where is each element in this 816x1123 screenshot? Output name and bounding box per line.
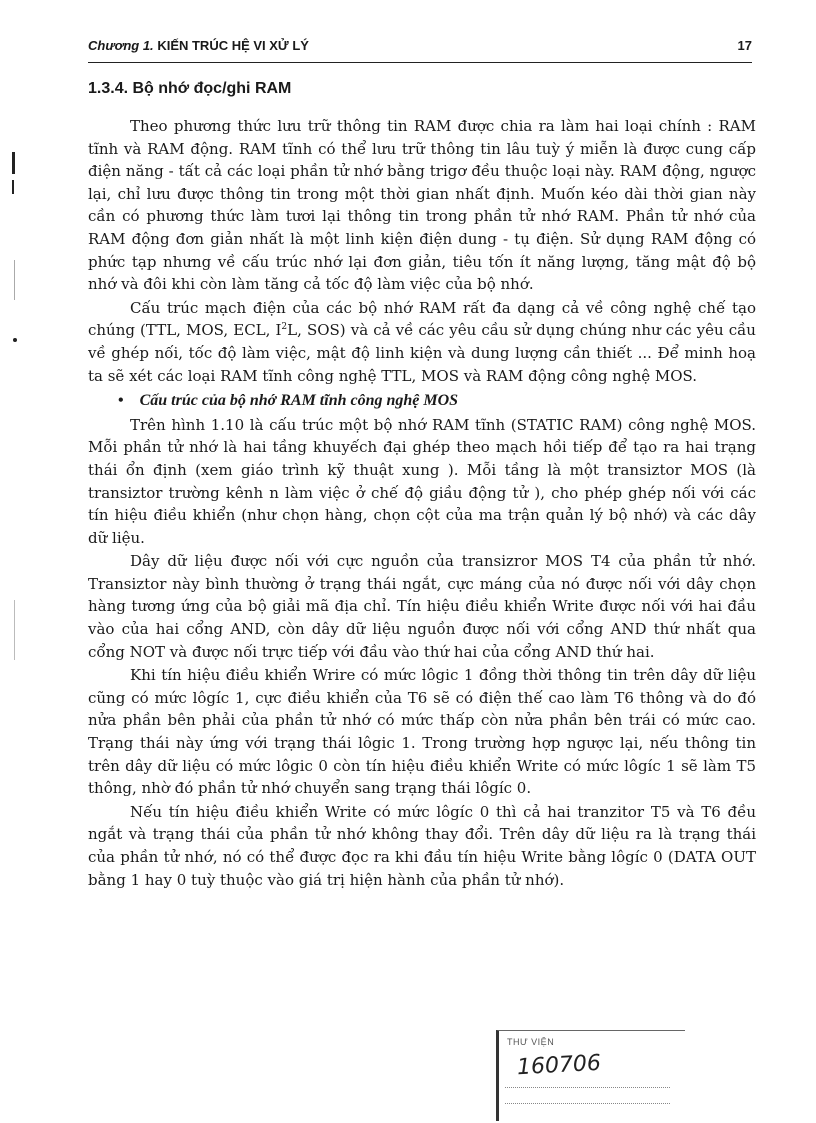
superscript: 2 xyxy=(281,322,288,333)
paragraph-write-logic-0: Nếu tín hiệu điều khiển Write có mức lôgíc 0 thì cả hai tranzitor T5 và T6 đều ngắt và trạng thái của phần tử nhớ không thay đổi. Trên dây dữ liệu ra là trạng thái của phần tử nhớ, nó có thể được đọc ra khi đầu tín hiệu Write bằng lôgíc 0 (DATA OUT bằng 1 hay 0 tuỳ thuộc vào giá trị hiện hành của phần tử nhớ). xyxy=(88,802,756,889)
page-number: 17 xyxy=(737,38,752,53)
body-text xyxy=(88,115,756,892)
paragraph-ram-types: Theo phương thức lưu trữ thông tin RAM được chia ra làm hai loại chính : RAM tĩnh và RAM động. RAM tĩnh có thể lưu trữ thông tin lâu tuỳ ý miễn là được cung cấp điện năng - tất cả các loại phần tử nhớ bằng trigơ đều thuộc loại này. RAM động, ngược lại, chỉ lưu được thông tin trong một thời gian nhất định. Muốn kéo dài thời gian này cần có phương thức làm tươi lại thông tin trong phần tử nhớ RAM. Phần tử nhớ của RAM động đơn giản nhất là một linh kiện điện dung - tụ điện. Sử dụng RAM động có phức tạp nhưng về cấu trúc nhớ lại đơn giản, tiêu tốn ít năng lượng, tăng mật độ bộ nhớ và đôi khi còn làm tăng cả tốc độ làm việc của bộ nhớ. xyxy=(88,117,756,294)
margin-mark xyxy=(12,180,14,194)
paragraph-ram-technologies xyxy=(88,297,756,387)
stamp-label: THƯ VIỆN xyxy=(507,1037,555,1047)
margin-mark xyxy=(14,600,15,660)
margin-mark xyxy=(14,260,15,300)
bullet-heading xyxy=(88,390,756,413)
stamp-number: 160706 xyxy=(516,1050,602,1081)
paragraph-static-ram-structure: Trên hình 1.10 là cấu trúc một bộ nhớ RAM tĩnh (STATIC RAM) công nghệ MOS. Mỗi phần tử nhớ là hai tầng khuyếch đại ghép theo mạch hồi tiếp để tạo ra hai trạng thái ổn định (xem giáo trình kỹ thuật xung ). Mỗi tầng là một transiztor MOS (là transiztor trường kênh n làm việc ở chế độ giầu động tử ), cho phép ghép nối với các tín hiệu điều khiển (như chọn hàng, chọn cột của ma trận quản lý bộ nhớ) và các dây dữ liệu. xyxy=(88,415,756,547)
running-header xyxy=(88,38,752,58)
paragraph-write-logic-1: Khi tín hiệu điều khiển Wrire có mức lôgic 1 đồng thời thông tin trên dây dữ liệu cũng có mức lôgíc 1, cực điều khiển của T6 sẽ có điện thế cao làm T6 thông và do đó nửa phần bên phải của phần tử nhớ có mức thấp còn nửa phần bên trái có mức cao. Trạng thái này ứng với trạng thái lôgic 1. Trong trường hợp ngược lại, nếu thông tin trên dây dữ liệu có mức lôgic 0 còn tín hiệu điều khiển Write có mức lôgíc 1 sẽ làm T5 thông, nhờ đó phần tử nhớ chuyển sang trạng thái lôgíc 0. xyxy=(88,666,756,798)
library-stamp xyxy=(496,1030,685,1121)
margin-mark xyxy=(12,152,15,174)
chapter-title: KIẾN TRÚC HỆ VI XỬ LÝ xyxy=(157,38,309,53)
header-rule xyxy=(88,62,752,63)
paragraph-part: Cấu trúc mạch điện của các bộ nhớ RAM rất đa dạng cả về công nghệ chế tạo chúng (TTL, MOS, ECL, I xyxy=(88,298,756,340)
bullet-heading-text: Cấu trúc của bộ nhớ RAM tĩnh công nghệ MOS xyxy=(139,392,459,410)
bullet-icon: • xyxy=(118,392,124,410)
margin-mark xyxy=(13,338,17,342)
paragraph-data-line: Dây dữ liệu được nối với cực nguồn của transizror MOS T4 của phần tử nhớ. Transiztor này bình thường ở trạng thái ngắt, cực máng của nó được nối với dây chọn hàng tương ứng của bộ giải mã địa chỉ. Tín hiệu điều khiển Write được nối với hai đầu vào của hai cổng AND, còn dây dữ liệu nguồn được nối với cổng AND thứ nhất qua cổng NOT và được nối trực tiếp với đầu vào thứ hai của cổng AND thứ hai. xyxy=(88,552,756,661)
chapter-label: Chương 1. xyxy=(88,38,154,53)
stamp-line xyxy=(505,1103,670,1104)
paragraph-part: L, SOS) và cả về các yêu cầu sử dụng chúng như các yêu cầu về ghép nối, tốc độ làm việc, mật độ linh kiện và dung lượng cần thiết ... Để minh hoạ ta sẽ xét các loại RAM tĩnh công nghệ TTL, MOS và RAM động công nghệ MOS. xyxy=(88,321,756,385)
stamp-line xyxy=(505,1087,670,1088)
section-title: 1.3.4. Bộ nhớ đọc/ghi RAM xyxy=(88,80,292,97)
